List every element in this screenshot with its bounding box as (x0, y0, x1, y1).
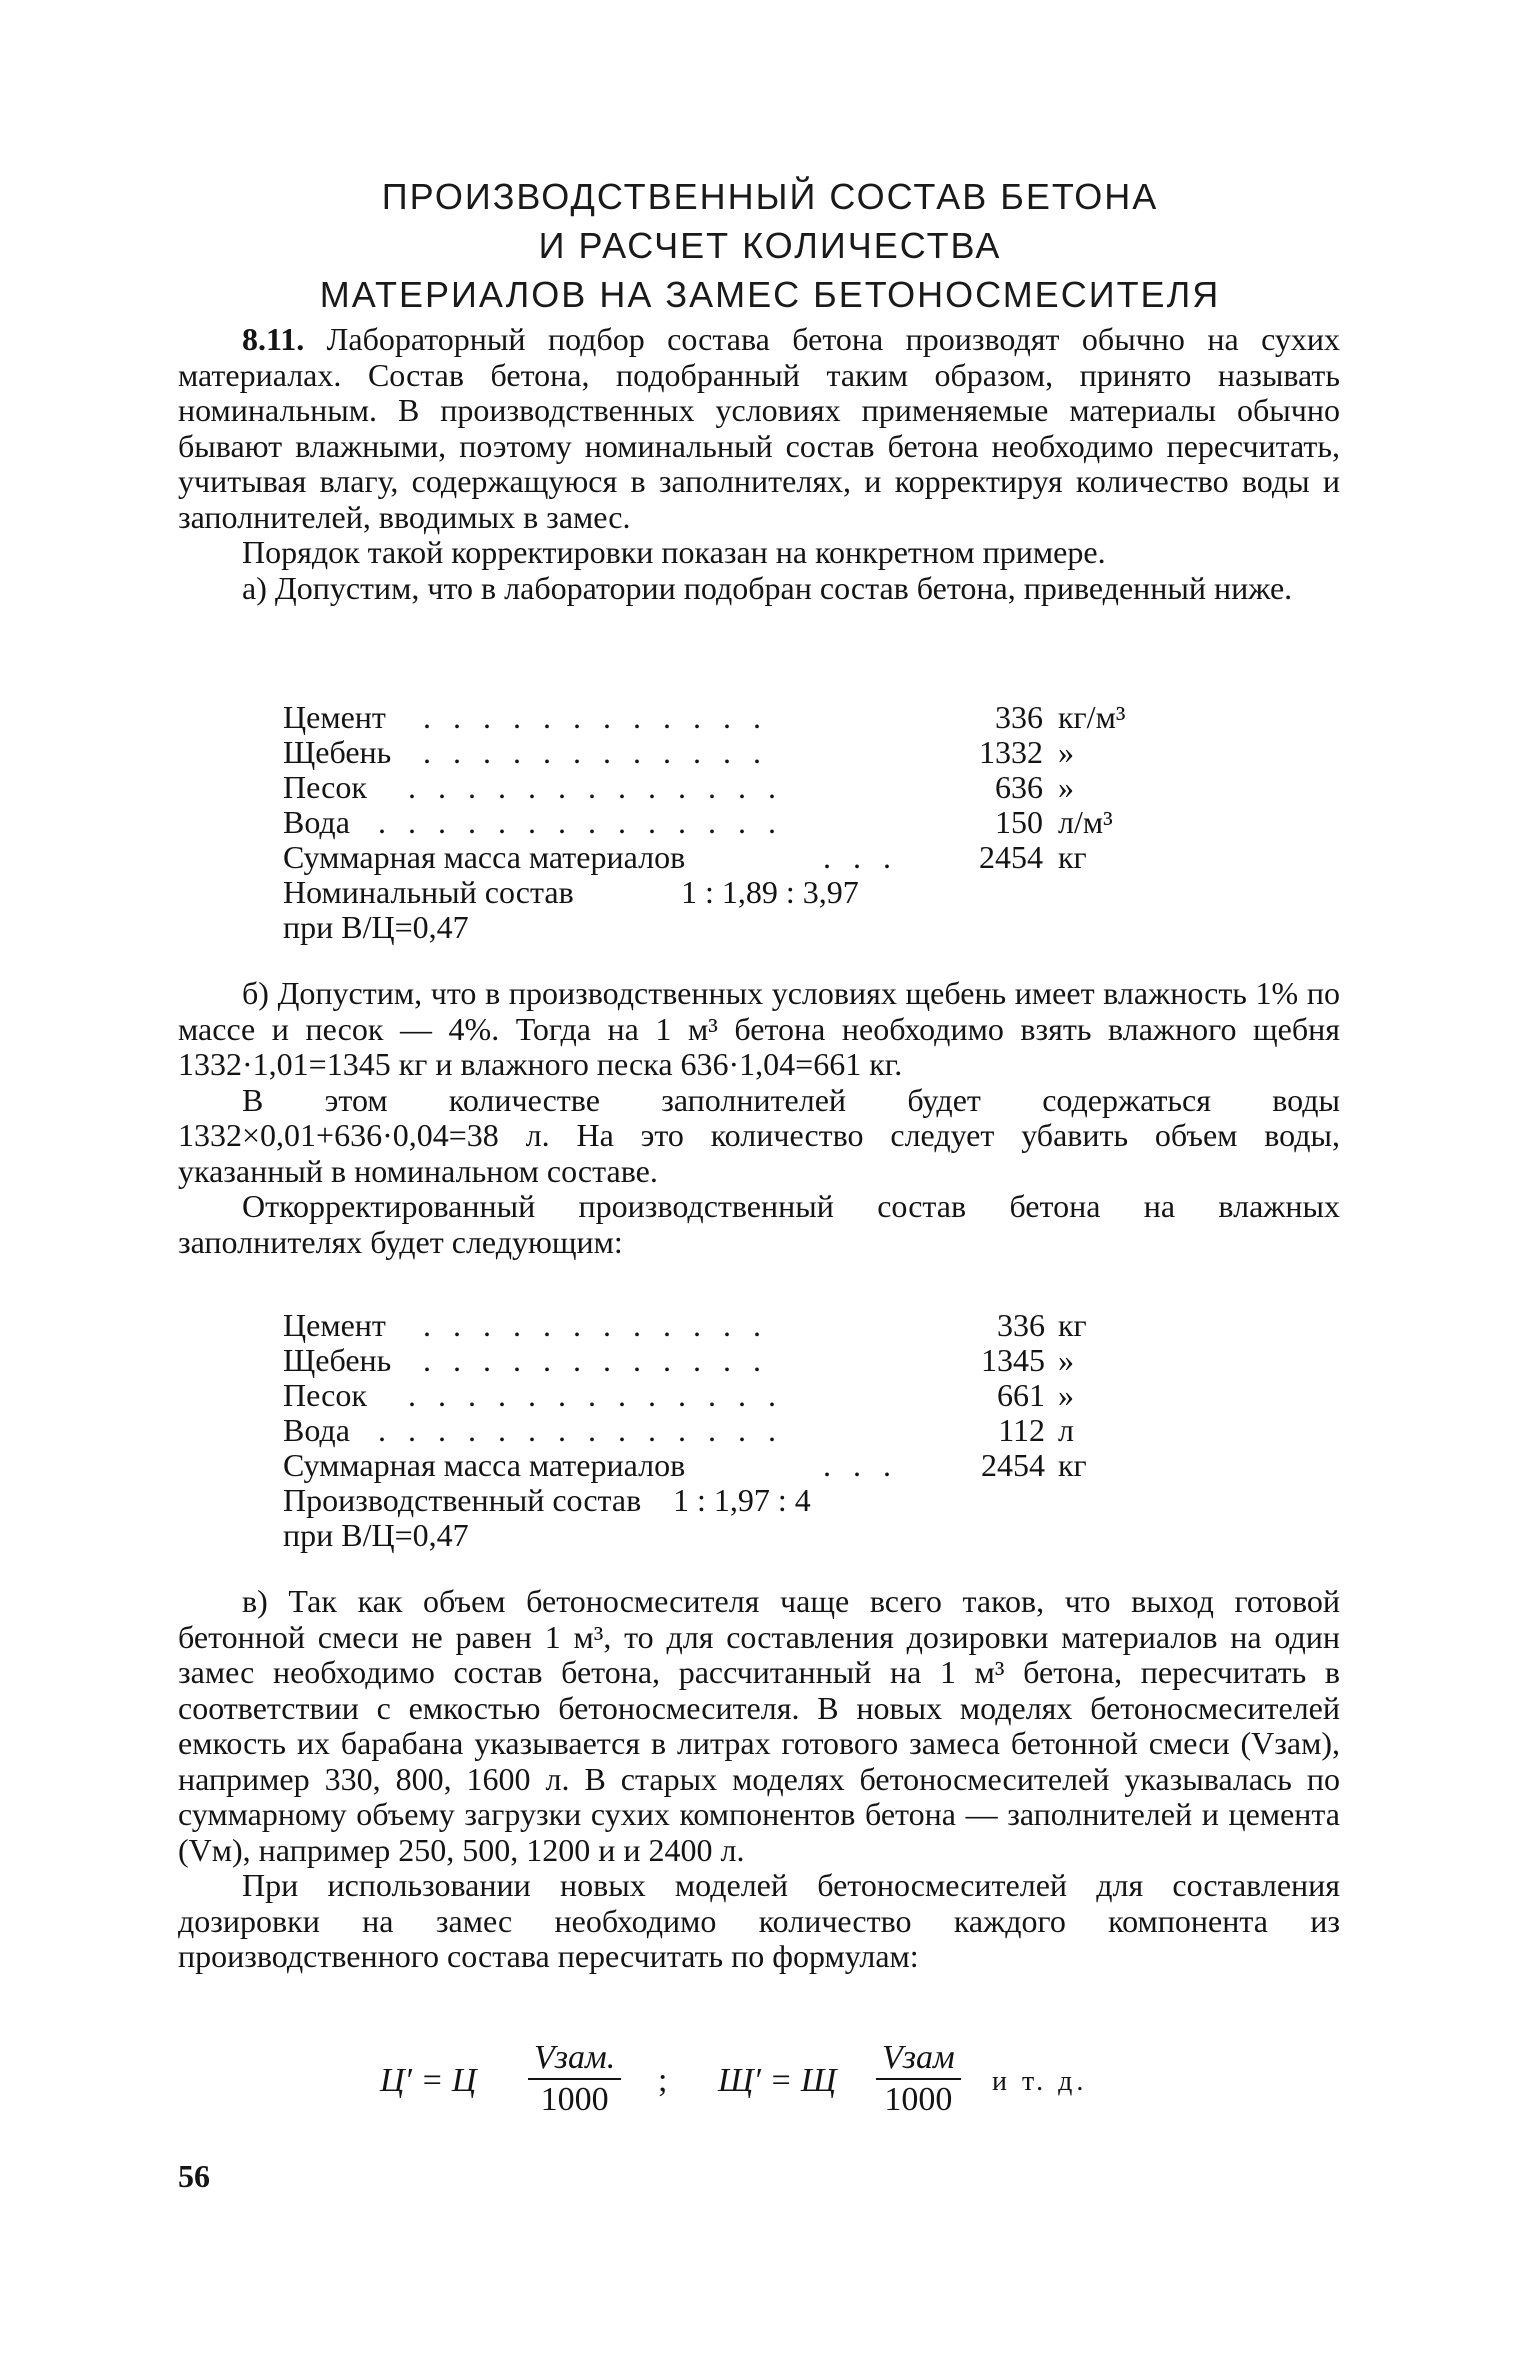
nominal-composition-table (283, 700, 1183, 945)
leader-dots: . . . . . . . . . . . . . . (378, 804, 783, 840)
material-value: 661 (997, 1377, 1045, 1413)
leader-dots: . . . . . . . . . . . . . (408, 1377, 783, 1413)
fraction-numerator: Vзам. (528, 2038, 621, 2080)
table-row (283, 1448, 1183, 1483)
paragraph-c: в) Так как объем бетоносмесителя чаще всего таков, что выход готовой бетонной смеси не равен 1 м³, то для составления дозировки материалов на один замес необходимо состав бетона, рассчитанный на 1 м³ бетона, пересчитать в соответствии с емкостью бетоносмесителя. В новых моделях бетоносмесителей емкость их барабана указывается в литрах готового замеса бетонной смеси (Vзам), например 330, 800, 1600 л. В старых моделях бетоносмесителей указывалась по суммарному объему загрузки сухих компонентов бетона — заполнителей и цемента (Vм), например 250, 500, 1200 и и 2400 л. (178, 1583, 1340, 1868)
leader-dots: . . . (823, 1447, 898, 1483)
leader-dots: . . . . . . . . . . . . (423, 734, 768, 770)
material-name: Вода (283, 804, 350, 840)
paragraph-b: б) Допустим, что в производственных условиях щебень имеет влажность 1% по массе и песок — 4%. Тогда на 1 м³ бетона необходимо взять влажного щебня 1332·1,01=1345 кг и влажного песка 636·1,04=661 кг. (178, 975, 1340, 1082)
table-row (283, 1378, 1183, 1413)
wc-row (283, 910, 1183, 945)
fraction-denominator: 1000 (884, 2081, 953, 2118)
table-row (283, 770, 1183, 805)
material-unit: кг (1058, 839, 1087, 875)
material-name: Цемент (283, 1307, 386, 1343)
table-row (283, 700, 1183, 735)
leader-dots: . . . . . . . . . . . . (423, 1307, 768, 1343)
formula-lhs-gravel: Щ′ = Щ (718, 2062, 837, 2099)
material-value: 636 (995, 769, 1043, 805)
table-row (283, 1413, 1183, 1448)
formula-tail: и т. д. (992, 2066, 1088, 2097)
water-cement-ratio: при В/Ц=0,47 (283, 909, 469, 945)
paragraph-new-models: При использовании новых моделей бетоносмесителей для составления дозировки на замес необходимо количество каждого компонента из производственного состава пересчитать по формулам: (178, 1867, 1340, 1974)
material-value: 336 (995, 699, 1043, 735)
material-name: Песок (283, 1377, 367, 1413)
composition-ratio: 1 : 1,97 : 4 (673, 1482, 811, 1518)
heading-line-2: И РАСЧЕТ КОЛИЧЕСТВА (538, 225, 1002, 266)
heading-line-1: ПРОИЗВОДСТВЕННЫЙ СОСТАВ БЕТОНА (381, 176, 1159, 217)
material-name: Песок (283, 769, 367, 805)
page-number: 56 (178, 2158, 210, 2194)
material-value: 2454 (979, 839, 1043, 875)
material-name: Суммарная масса материалов (283, 839, 686, 875)
material-value: 1332 (979, 734, 1043, 770)
section-heading (170, 172, 1370, 319)
formula-fraction-1 (528, 2038, 621, 2120)
paragraph-8-11 (178, 322, 1340, 535)
composition-ratio: 1 : 1,89 : 3,97 (681, 874, 859, 910)
material-unit: » (1058, 1377, 1074, 1413)
leader-dots: . . . . . . . . . . . . . (408, 769, 783, 805)
material-unit: л (1058, 1412, 1074, 1448)
table-row (283, 840, 1183, 875)
paragraph-a: а) Допустим, что в лаборатории подобран состав бетона, приведенный ниже. (242, 569, 1293, 606)
formula-separator: ; (658, 2062, 668, 2099)
wc-row (283, 1518, 1183, 1553)
table-row (283, 1308, 1183, 1343)
mixer-text (178, 1584, 1340, 1975)
heading-line-3: МАТЕРИАЛОВ НА ЗАМЕС БЕТОНОСМЕСИТЕЛЯ (319, 274, 1221, 315)
material-unit: » (1058, 769, 1074, 805)
water-cement-ratio: при В/Ц=0,47 (283, 1517, 469, 1553)
material-name: Суммарная масса материалов (283, 1447, 686, 1483)
dosage-formula (380, 2020, 1180, 2130)
material-value: 112 (998, 1412, 1045, 1448)
material-name: Вода (283, 1412, 350, 1448)
composition-row (283, 875, 1183, 910)
paragraph-8-11-text: Лабораторный подбор состава бетона производят обычно на сухих материалах. Состав бетона, подобранный таким образом, принято называть номинальным. В производственных условиях применяемые материалы обычно бывают влажными, поэтому номинальный состав бетона необходимо пересчитать, учитывая влагу, содержащуюся в заполнителях, и корректируя количество воды и заполнителей, вводимых в замес. (178, 321, 1341, 535)
correction-text (178, 976, 1340, 1260)
composition-row (283, 1483, 1183, 1518)
table-row (283, 805, 1183, 840)
paragraph-order: Порядок такой корректировки показан на конкретном примере. (242, 534, 1106, 570)
formula-fraction-2 (876, 2038, 961, 2120)
leader-dots: . . . . . . . . . . . . (423, 1342, 768, 1378)
material-name: Цемент (283, 699, 386, 735)
material-unit: кг (1058, 1307, 1087, 1343)
material-value: 150 (995, 804, 1043, 840)
material-name: Щебень (283, 1342, 392, 1378)
material-unit: кг (1058, 1447, 1087, 1483)
material-unit: л/м³ (1058, 804, 1113, 840)
leader-dots: . . . . . . . . . . . . (423, 699, 768, 735)
material-name: Щебень (283, 734, 392, 770)
composition-label: Номинальный состав (283, 874, 574, 910)
leader-dots: . . . . . . . . . . . . . . (378, 1412, 783, 1448)
fraction-denominator: 1000 (540, 2081, 609, 2118)
formula-lhs-cement: Ц′ = Ц (380, 2062, 477, 2099)
section-number: 8.11. (242, 321, 305, 357)
table-row (283, 735, 1183, 770)
leader-dots: . . . (823, 839, 898, 875)
fraction-numerator: Vзам (876, 2038, 961, 2080)
production-composition-table (283, 1308, 1183, 1553)
intro-text (178, 322, 1340, 606)
table-row (283, 1343, 1183, 1378)
material-unit: » (1058, 1342, 1074, 1378)
paragraph-water: В этом количестве заполнителей будет содержаться воды 1332×0,01+636·0,04=38 л. На это количество следует убавить объем воды, указанный в номинальном составе. (178, 1081, 1340, 1189)
material-value: 2454 (981, 1447, 1045, 1483)
paragraph-corrected: Откорректированный производственный состав бетона на влажных заполнителях будет следующим: (178, 1188, 1340, 1260)
material-value: 336 (997, 1307, 1045, 1343)
material-value: 1345 (981, 1342, 1045, 1378)
material-unit: » (1058, 734, 1074, 770)
material-unit: кг/м³ (1058, 699, 1126, 735)
composition-label: Производственный состав (283, 1482, 642, 1518)
